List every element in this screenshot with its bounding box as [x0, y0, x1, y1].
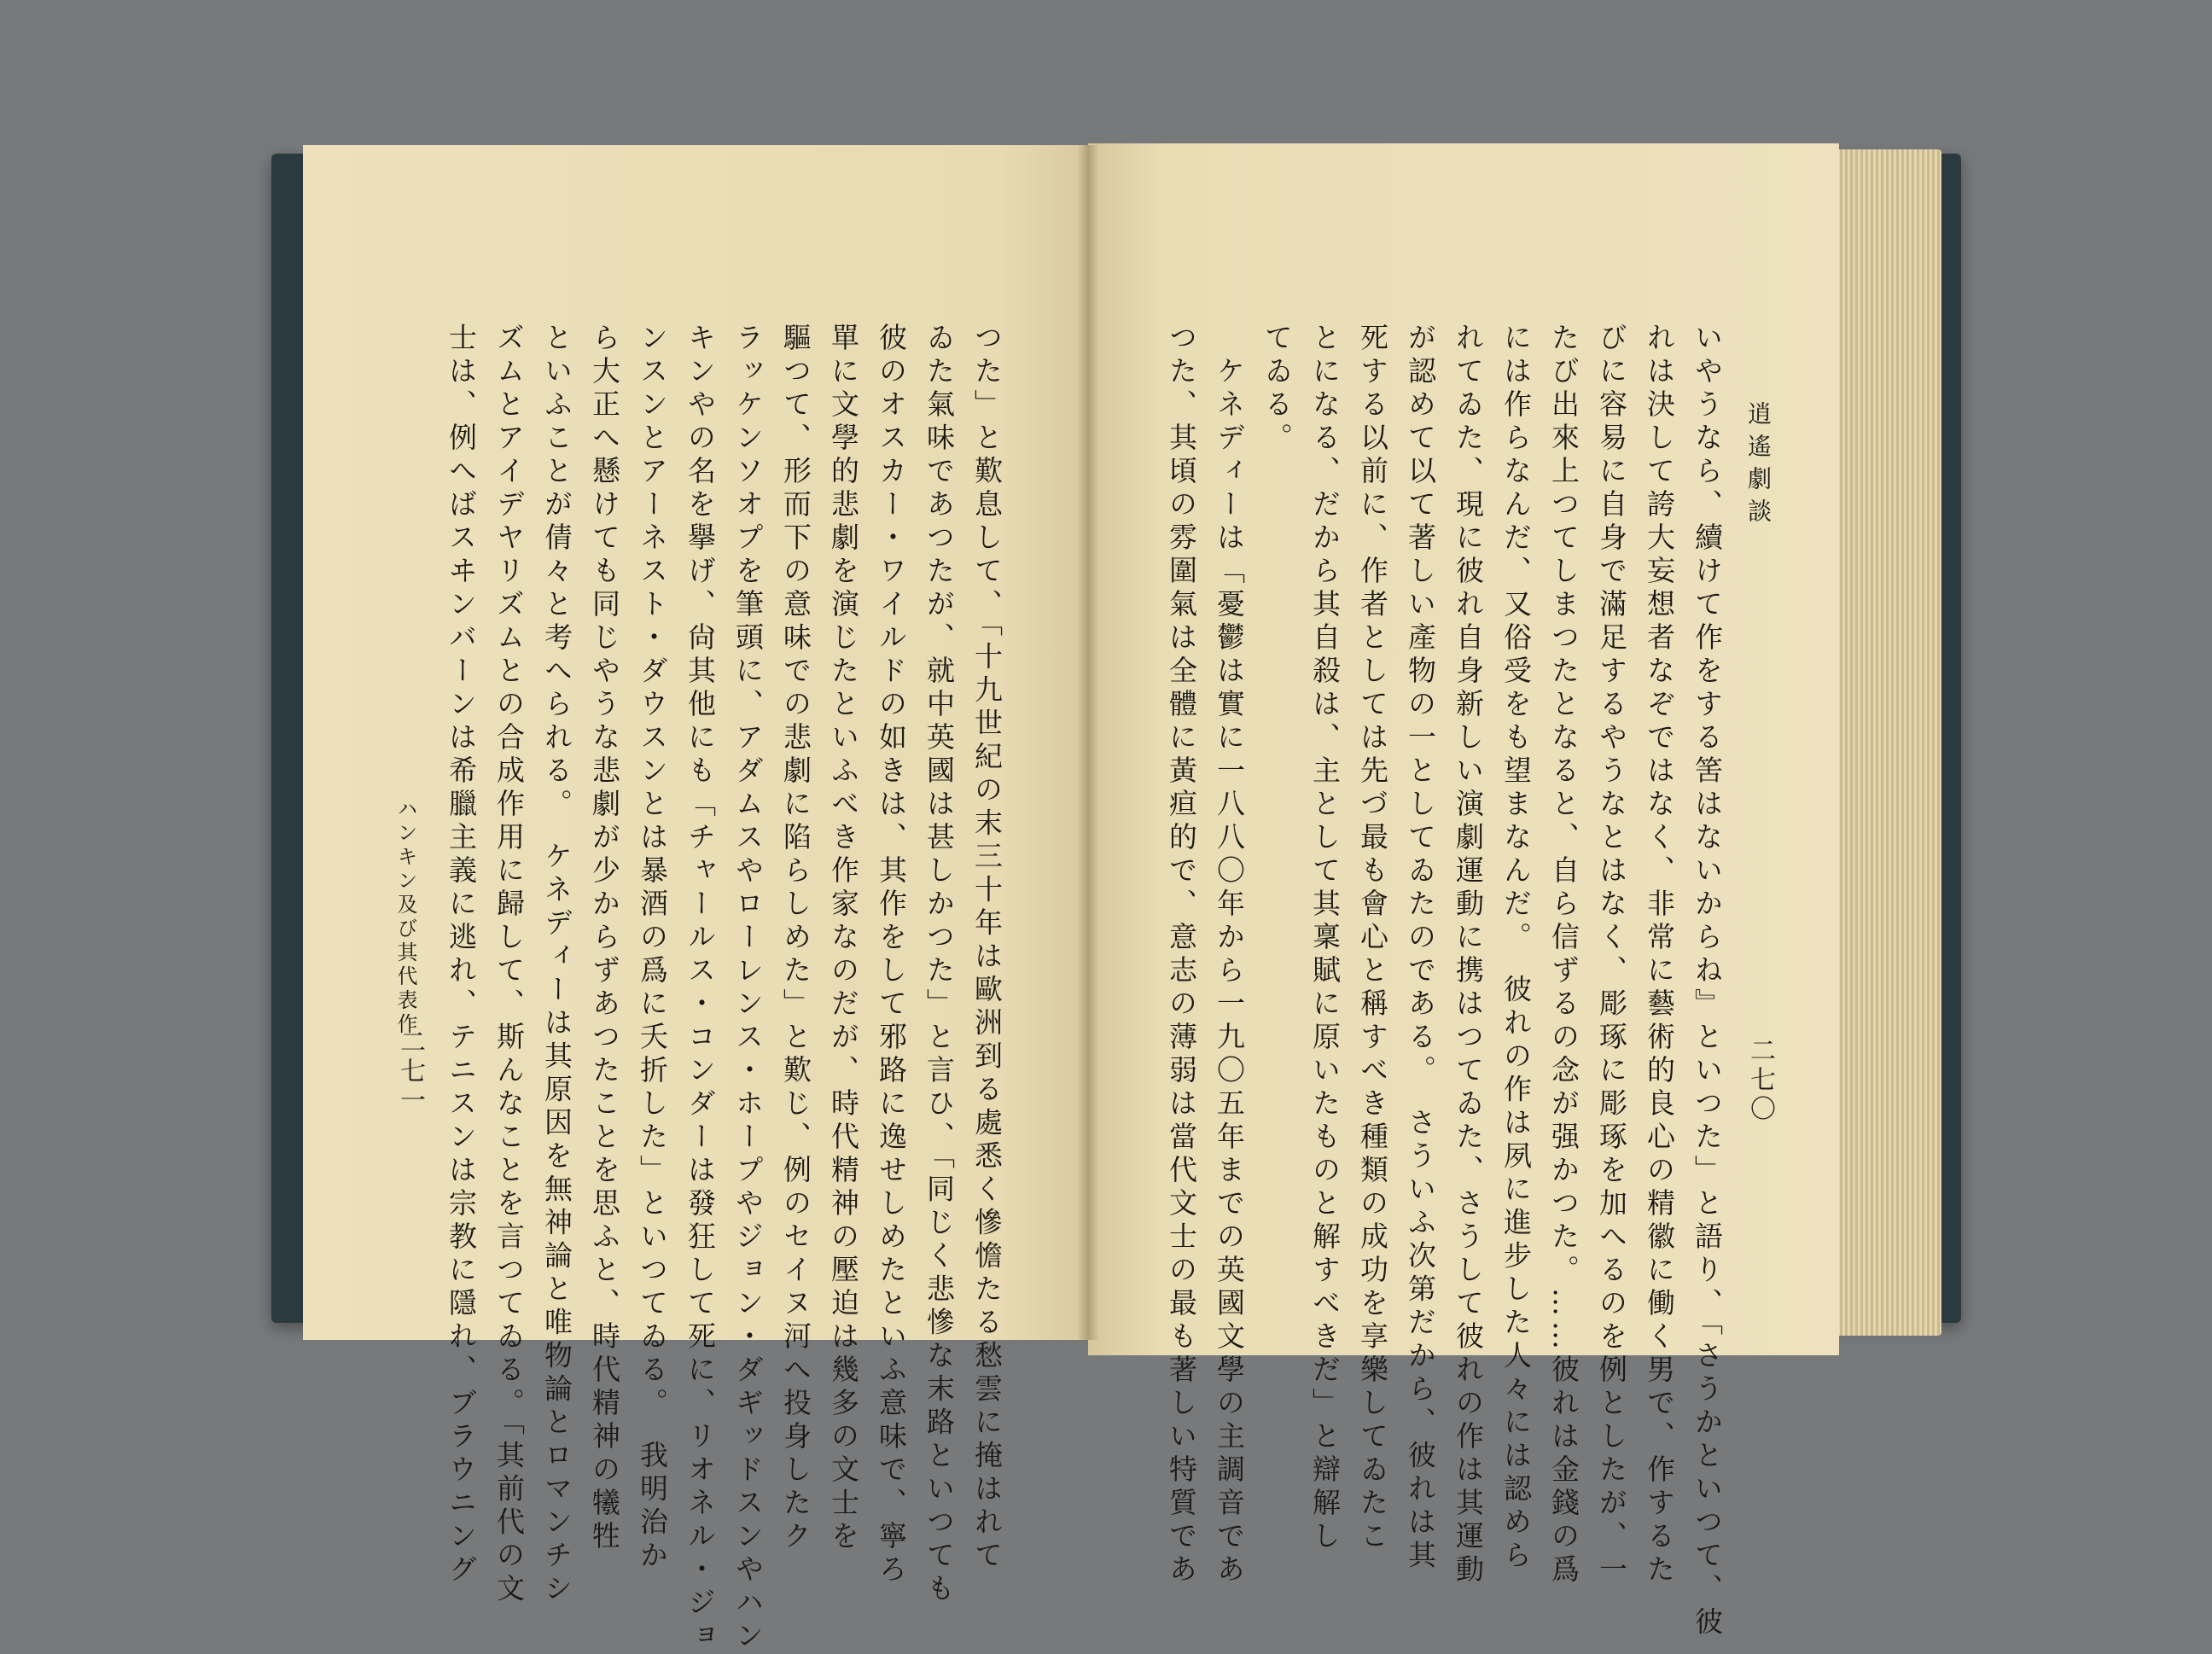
text-line: 士は、例へばスヰンバーンは希臘主義に逃れ、テニスンは宗教に隱れ、ブラウニング [445, 323, 478, 1587]
running-head-left: ハンキン及び其代表作 [393, 798, 417, 1037]
text-line: 死する以前に、作者としては先づ最も會心と稱すべき種類の成功を享樂してゐたこ [1356, 323, 1389, 1554]
text-line: つた、其頃の雰圍氣は全體に黃疸的で、意志の薄弱は當代文士の最も著しい特質であ [1165, 323, 1198, 1587]
text-line: ゐた氣味であつたが、就中英國は甚しかつた」と言ひ、「同じく悲慘な末路といつても [923, 323, 956, 1607]
text-line: ケネディーは「憂鬱は實に一八八〇年から一九〇五年までの英國文學の主調音であ [1213, 323, 1246, 1587]
text-line: には作らなんだ、又俗受をも望まなんだ。 彼れの作は夙に進步した人々には認めら [1499, 323, 1533, 1574]
text-line: が認めて以て著しい產物の一としてゐたのである。 さういふ次第だから、彼れは其 [1404, 323, 1437, 1574]
text-line: ラッケンソオプを筆頭に、アダムスやローレンス・ホープやジョン・ダギッドスンやハン [731, 323, 765, 1654]
text-line: ら大正へ懸けても同じやうな悲劇が少からずあつたことを思ふと、時代精神の犧牲 [588, 323, 621, 1554]
text-line: ンスンとアーネスト・ダウスンとは暴酒の爲に夭折した」といつてゐる。 我明治か [636, 323, 669, 1574]
text-line: キンやの名を擧げ、尙其他にも「チャールス・コンダーは發狂して死に、リオネル・ジョ [684, 323, 717, 1654]
text-line: いやうなら、續けて作をする筈はないからね』といつた」と語り、「さうかといつて、彼 [1691, 323, 1724, 1640]
text-line: 彼のオスカー・ワイルドの如きは、其作をして邪路に逸せしめたといふ意味で、寧ろ [875, 323, 908, 1587]
text-line: 驅つて、形而下の意味での悲劇に陷らしめた」と歎じ、例のセイヌ河へ投身したク [779, 323, 812, 1554]
text-line: といふことが倩々と考へられる。 ケネディーは其原因を無神論と唯物論とロマンチシ [540, 323, 573, 1607]
text-line: たび出來上つてしまつたとなると、自ら信ずるの念が强かつた。……彼れは金錢の爲 [1547, 323, 1580, 1587]
text-line: れてゐた、現に彼れ自身新しい演劇運動に携はつてゐた、さうして彼れの作は其運動 [1452, 323, 1485, 1587]
text-line: れは決して誇大妄想者なぞではなく、非常に藝術的良心の精徽に働く男で、作するた [1643, 323, 1676, 1587]
text-line: ズムとアイデヤリズムとの合成作用に歸して、斯んなことを言つてゐる。「其前代の文 [492, 323, 526, 1607]
page-number-right: 二七〇 [1745, 1037, 1775, 1124]
text-line: とになる、だから其自殺は、主として其稟賦に原いたものと解すべきだ」と辯解し [1308, 323, 1342, 1554]
page-edges [1835, 149, 1941, 1336]
book-gutter [1077, 145, 1099, 1340]
text-line: つた」と歎息して、「十九世紀の末三十年は歐洲到る處悉く慘憺たる愁雲に掩はれて [970, 323, 1004, 1574]
text-line: 單に文學的悲劇を演じたといふべき作家なのだが、時代精神の壓迫は幾多の文士を [827, 323, 860, 1554]
page-number-left: 二七一 [395, 1028, 425, 1115]
text-line: びに容易に自身で滿足するやうなとはなく、彫琢に彫琢を加へるのを例としたが、一 [1595, 323, 1628, 1587]
running-head-right: 逍遙劇談 [1744, 401, 1773, 531]
text-line: てゐる。 [1260, 323, 1294, 456]
